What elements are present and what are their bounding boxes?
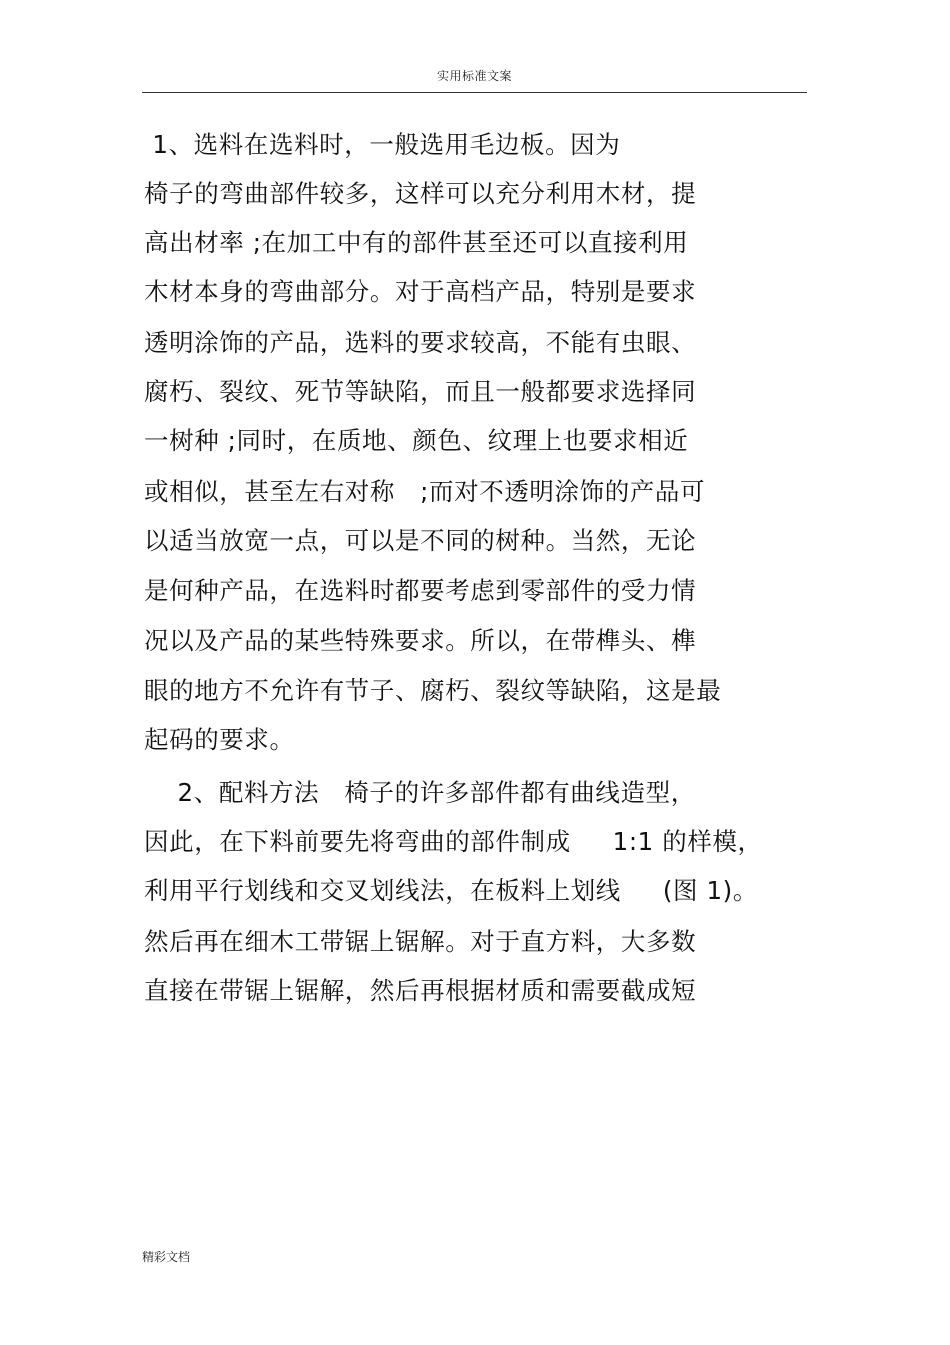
- header-title: 实用标准文案: [436, 69, 512, 83]
- text-line: 然后再在细木工带锯上锯解。对于直方料，大多数: [144, 927, 697, 956]
- text-line: 1、选料在选料时，一般选用毛边板。因为: [144, 130, 621, 159]
- text-line: 腐朽、裂纹、死节等缺陷，而且一般都要求选择同: [144, 377, 697, 406]
- text-line: 利用平行划线和交叉划线法，在板料上划线 (图 1)。: [144, 876, 758, 905]
- text-line: 高出材率 ;在加工中有的部件甚至还可以直接利用: [144, 228, 689, 257]
- text-line: 椅子的弯曲部件较多，这样可以充分利用木材，提: [144, 179, 697, 208]
- page-footer: 精彩文档: [142, 1250, 191, 1264]
- text-line: 透明涂饰的产品，选料的要求较高，不能有虫眼、: [144, 328, 697, 357]
- text-line: 况以及产品的某些特殊要求。所以，在带榫头、榫: [144, 626, 697, 655]
- text-line: 木材本身的弯曲部分。对于高档产品，特别是要求: [144, 277, 697, 306]
- text-line: 直接在带锯上锯解，然后再根据材质和需要截成短: [144, 976, 697, 1005]
- text-line: 起码的要求。: [144, 725, 295, 754]
- text-line: 一树种 ;同时，在质地、颜色、纹理上也要求相近: [144, 426, 689, 455]
- text-line: 因此，在下料前要先将弯曲的部件制成 1:1 的样模，: [144, 827, 763, 856]
- text-line: 或相似，甚至左右对称 ;而对不透明涂饰的产品可: [144, 477, 706, 506]
- text-line: 以适当放宽一点，可以是不同的树种。当然，无论: [144, 526, 697, 555]
- text-line: 2、配料方法 椅子的许多部件都有曲线造型，: [144, 778, 696, 807]
- text-line: 是何种产品，在选料时都要考虑到零部件的受力情: [144, 576, 697, 605]
- text-line: 眼的地方不允许有节子、腐朽、裂纹等缺陷，这是最: [144, 676, 722, 705]
- page-header: [142, 66, 807, 93]
